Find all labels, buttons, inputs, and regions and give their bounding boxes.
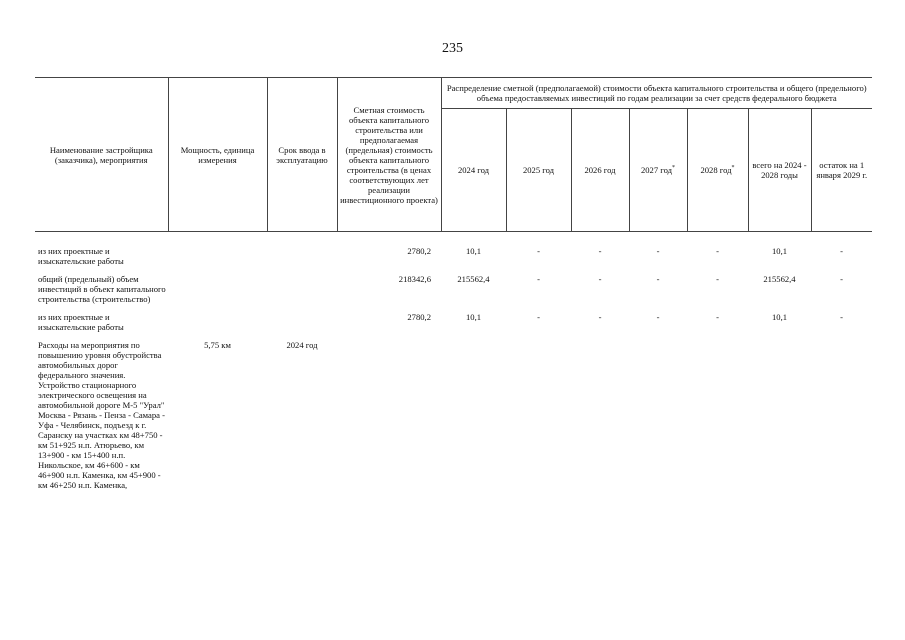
row-2024	[441, 332, 506, 490]
row-2028: -	[716, 274, 719, 284]
header-year-2025: 2025 год	[506, 109, 571, 232]
investment-table	[35, 77, 872, 490]
table-row	[35, 266, 872, 304]
row-2025	[506, 332, 571, 490]
row-2027	[629, 332, 687, 490]
row-2028: -	[716, 312, 719, 322]
row-2027: -	[656, 246, 660, 256]
row-commission	[267, 232, 337, 267]
row-total: 215562,4	[763, 274, 796, 284]
row-2026: -	[598, 274, 602, 284]
header-year-2028	[687, 109, 748, 232]
row-2026: -	[598, 246, 602, 256]
row-2024: 215562,4	[457, 274, 490, 284]
row-2026	[571, 332, 629, 490]
row-estimate	[337, 332, 441, 490]
row-commission	[267, 266, 337, 304]
page-number: 235	[442, 41, 463, 56]
header-name: Наименование застройщика (заказчика), мероприятия	[35, 78, 168, 232]
row-total: 10,1	[771, 312, 788, 322]
row-total: 10,1	[771, 246, 788, 256]
row-2027: -	[656, 274, 660, 284]
header-total: всего на 2024 - 2028 годы	[748, 109, 811, 232]
row-2024: 10,1	[465, 246, 482, 256]
row-name: из них проектные и изыскательские работы	[38, 246, 124, 266]
row-estimate: 218342,6	[398, 274, 431, 284]
row-2025: -	[537, 274, 540, 284]
row-name: из них проектные и изыскательские работы	[38, 312, 124, 332]
row-name: Расходы на мероприятия по повышению уровня обустройства автомобильных дорог федерального значения. Устройство стационарного электрического освещения на автомобильной дороге М-5 "Урал" Москва - Рязань - Пенза - Самара - Уфа - Челябинск, подъезд к г. Саранску на участках км 48+750 - км 51+925 н.п. Атюрьево, км 13+900 - км 15+400 н.п. Никольское, км 46+600 - км 46+900 н.п. Каменка, км 45+900 - км 46+250 н.п. Каменка,	[38, 340, 165, 490]
row-commission: 2024 год	[286, 340, 318, 350]
row-estimate: 2780,2	[407, 246, 431, 256]
row-2026: -	[598, 312, 602, 322]
header-estimate: Сметная стоимость объекта капитального строительства или предполагаемая (предельная) стоимость объекта капитального строительства (в ценах соответствующих лет реализации инвестиционного проекта)	[337, 78, 441, 232]
row-capacity	[168, 266, 267, 304]
header-year-2024: 2024 год	[441, 109, 506, 232]
table-row	[35, 332, 872, 490]
row-remainder: -	[840, 246, 843, 256]
row-2027: -	[656, 312, 660, 322]
row-2025: -	[537, 312, 540, 322]
row-2025: -	[537, 246, 540, 256]
row-remainder	[811, 332, 872, 490]
row-2028: -	[716, 246, 719, 256]
header-commission: Срок ввода в эксплуатацию	[267, 78, 337, 232]
row-total	[748, 332, 811, 490]
row-estimate: 2780,2	[407, 312, 431, 322]
header-year-2028-label: 2028 год	[700, 165, 732, 175]
header-year-2026: 2026 год	[571, 109, 629, 232]
table-header	[35, 78, 872, 232]
row-capacity	[168, 304, 267, 332]
header-remainder: остаток на 1 января 2029 г.	[811, 109, 872, 232]
footnote-mark: *	[731, 165, 735, 171]
row-remainder: -	[840, 312, 843, 322]
header-year-2027	[629, 109, 687, 232]
row-remainder: -	[840, 274, 843, 284]
header-capacity: Мощность, единица измерения	[168, 78, 267, 232]
row-capacity	[168, 232, 267, 267]
table-row	[35, 304, 872, 332]
row-2028	[687, 332, 748, 490]
row-commission	[267, 304, 337, 332]
header-distribution: Распределение сметной (предполагаемой) стоимости объекта капитального строительства и общего (предельного) объема предоставляемых инвестиций по годам реализации за счет средств федерального бюджета	[441, 78, 872, 109]
footnote-mark: *	[672, 165, 676, 171]
row-capacity: 5,75 км	[204, 340, 231, 350]
table-row	[35, 232, 872, 267]
row-2024: 10,1	[465, 312, 482, 322]
row-name: общий (предельный) объем инвестиций в объект капитального строительства (строительство)	[38, 274, 166, 304]
header-year-2027-label: 2027 год	[640, 165, 673, 175]
